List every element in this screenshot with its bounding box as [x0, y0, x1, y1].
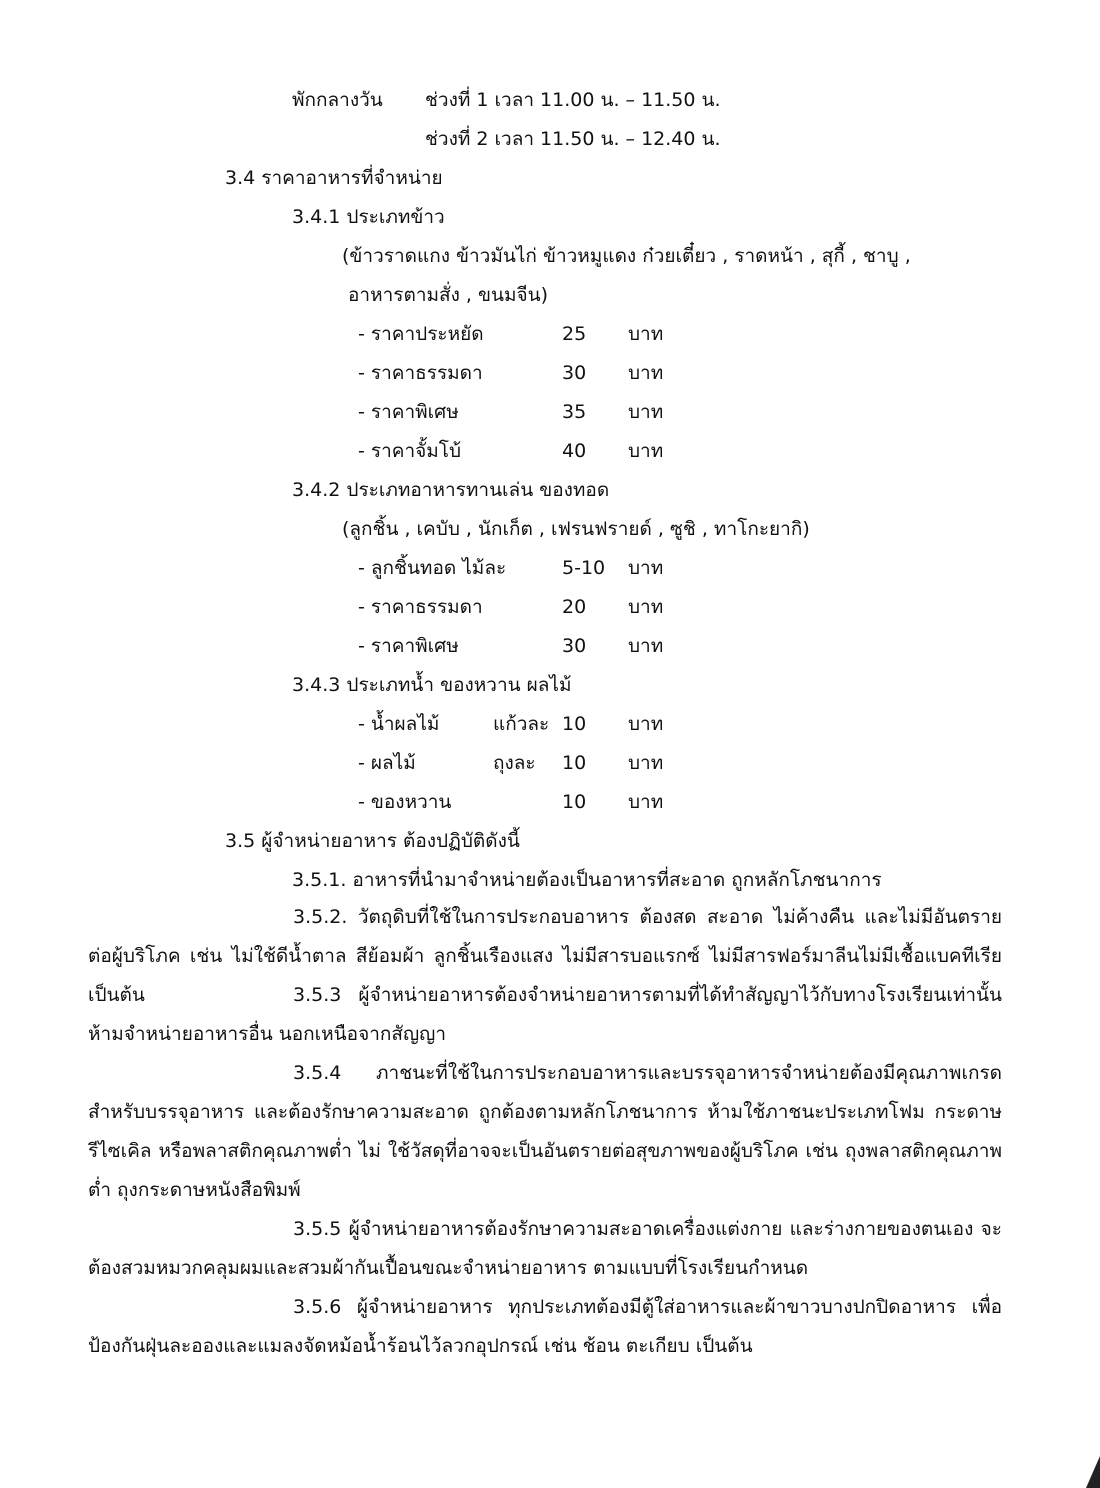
clause-3-5-4: 3.5.4 ภาชนะที่ใช้ในการประกอบอาหารและบรรจุอาหารจำหน่ายต้องมีคุณภาพเกรดสำหรับบรรจุอาหาร และต้องรักษาความสะอาด ถูกต้องตามหลักโภชนาการ ห้ามใช้ภาชนะประเภทโฟม กระดาษรีไซเคิล หรือพลาสติกคุณภาพต่ำ ไม่ ใช้วัสดุที่อาจจะเป็นอันตรายต่อสุขภาพของผู้บริโภค เช่น ถุงพลาสติกคุณภาพต่ำ ถุงกระดาษหนังสือพิมพ์: [88, 1062, 1002, 1201]
price-label: - ราคาจั้มโบ้: [358, 440, 462, 462]
price-unit: บาท: [628, 557, 664, 579]
clause-3-5-3: 3.5.3 ผู้จำหน่ายอาหารต้องจำหน่ายอาหารตามที่ได้ทำสัญญาไว้กับทางโรงเรียนเท่านั้น ห้ามจำหน่ายอาหารอื่น นอกเหนือจากสัญญา: [88, 984, 1002, 1045]
price-value: 35: [562, 401, 587, 423]
price-value: 5-10: [562, 557, 606, 579]
price-label: - ราคาพิเศษ: [358, 401, 459, 423]
page-corner-shadow: [1086, 1456, 1100, 1488]
price-unit: บาท: [628, 401, 664, 423]
section-3-4-1-note-line2: อาหารตามสั่ง , ขนมจีน): [348, 284, 549, 306]
price-label: - ราคาธรรมดา: [358, 596, 483, 618]
price-label: - ผลไม้: [358, 752, 416, 774]
section-3-4-2-note: (ลูกชิ้น , เคบับ , นักเก็ต , เฟรนฟรายด์ , ซูชิ , ทาโกะยากิ): [342, 518, 810, 540]
section-3-5-heading: 3.5 ผู้จำหน่ายอาหาร ต้องปฏิบัติดังนี้: [225, 830, 520, 852]
section-3-4-heading: 3.4 ราคาอาหารที่จำหน่าย: [225, 167, 443, 189]
section-3-4-1-note-line1: (ข้าวราดแกง ข้าวมันไก่ ข้าวหมูแดง ก๋วยเตี๋ยว , ราดหน้า , สุกี้ , ชาบู ,: [342, 245, 911, 267]
price-per: แก้วละ: [493, 713, 550, 735]
price-unit: บาท: [628, 596, 664, 618]
price-value: 30: [562, 635, 587, 657]
price-unit: บาท: [628, 791, 664, 813]
price-value: 10: [562, 752, 587, 774]
price-unit: บาท: [628, 635, 664, 657]
price-unit: บาท: [628, 362, 664, 384]
price-unit: บาท: [628, 440, 664, 462]
section-3-4-2-heading: 3.4.2 ประเภทอาหารทานเล่น ของทอด: [292, 479, 610, 501]
price-value: 30: [562, 362, 587, 384]
price-unit: บาท: [628, 713, 664, 735]
price-value: 20: [562, 596, 587, 618]
clause-3-5-5: 3.5.5 ผู้จำหน่ายอาหารต้องรักษาความสะอาดเครื่องแต่งกาย และร่างกายของตนเอง จะต้องสวมหมวกคลุมผมและสวมผ้ากันเปื้อนขณะจำหน่ายอาหาร ตามแบบที่โรงเรียนกำหนด: [88, 1218, 1002, 1279]
price-value: 25: [562, 323, 587, 345]
price-label: - ราคาพิเศษ: [358, 635, 459, 657]
price-label: - น้ำผลไม้: [358, 713, 440, 735]
price-label: - ลูกชิ้นทอด ไม้ละ: [358, 557, 507, 579]
section-3-4-1-heading: 3.4.1 ประเภทข้าว: [292, 206, 445, 228]
price-label: - ราคาธรรมดา: [358, 362, 483, 384]
lunch-slot-1: ช่วงที่ 1 เวลา 11.00 น. – 11.50 น.: [425, 89, 721, 111]
price-label: - ของหวาน: [358, 791, 452, 813]
clause-3-5-1: 3.5.1. อาหารที่นำมาจำหน่ายต้องเป็นอาหารที่สะอาด ถูกหลักโภชนาการ: [292, 869, 882, 891]
price-unit: บาท: [628, 752, 664, 774]
price-value: 10: [562, 791, 587, 813]
price-value: 10: [562, 713, 587, 735]
price-per: ถุงละ: [493, 752, 536, 774]
section-3-4-3-heading: 3.4.3 ประเภทน้ำ ของหวาน ผลไม้: [292, 674, 572, 696]
price-label: - ราคาประหยัด: [358, 323, 484, 345]
price-value: 40: [562, 440, 587, 462]
lunch-break-label: พักกลางวัน: [292, 89, 383, 111]
clause-3-5-2: 3.5.2. วัตถุดิบที่ใช้ในการประกอบอาหาร ต้องสด สะอาด ไม่ค้างคืน และไม่มีอันตรายต่อผู้บริโภค เช่น ไม่ใช้ดีน้ำตาล สีย้อมผ้า ลูกชิ้นเรืองแสง ไม่มีสารบอแรกซ์ ไม่มีสารฟอร์มาลีนไม่มีเชื้อแบคทีเรีย เป็นต้น: [88, 906, 1002, 1006]
price-unit: บาท: [628, 323, 664, 345]
clause-3-5-6: 3.5.6 ผู้จำหน่ายอาหาร ทุกประเภทต้องมีตู้ใส่อาหารและผ้าขาวบางปกปิดอาหาร เพื่อป้องกันฝุ่นละอองและแมลงจัดหม้อน้ำร้อนไว้ลวกอุปกรณ์ เช่น ช้อน ตะเกียบ เป็นต้น: [88, 1296, 1002, 1357]
lunch-slot-2: ช่วงที่ 2 เวลา 11.50 น. – 12.40 น.: [425, 128, 721, 150]
